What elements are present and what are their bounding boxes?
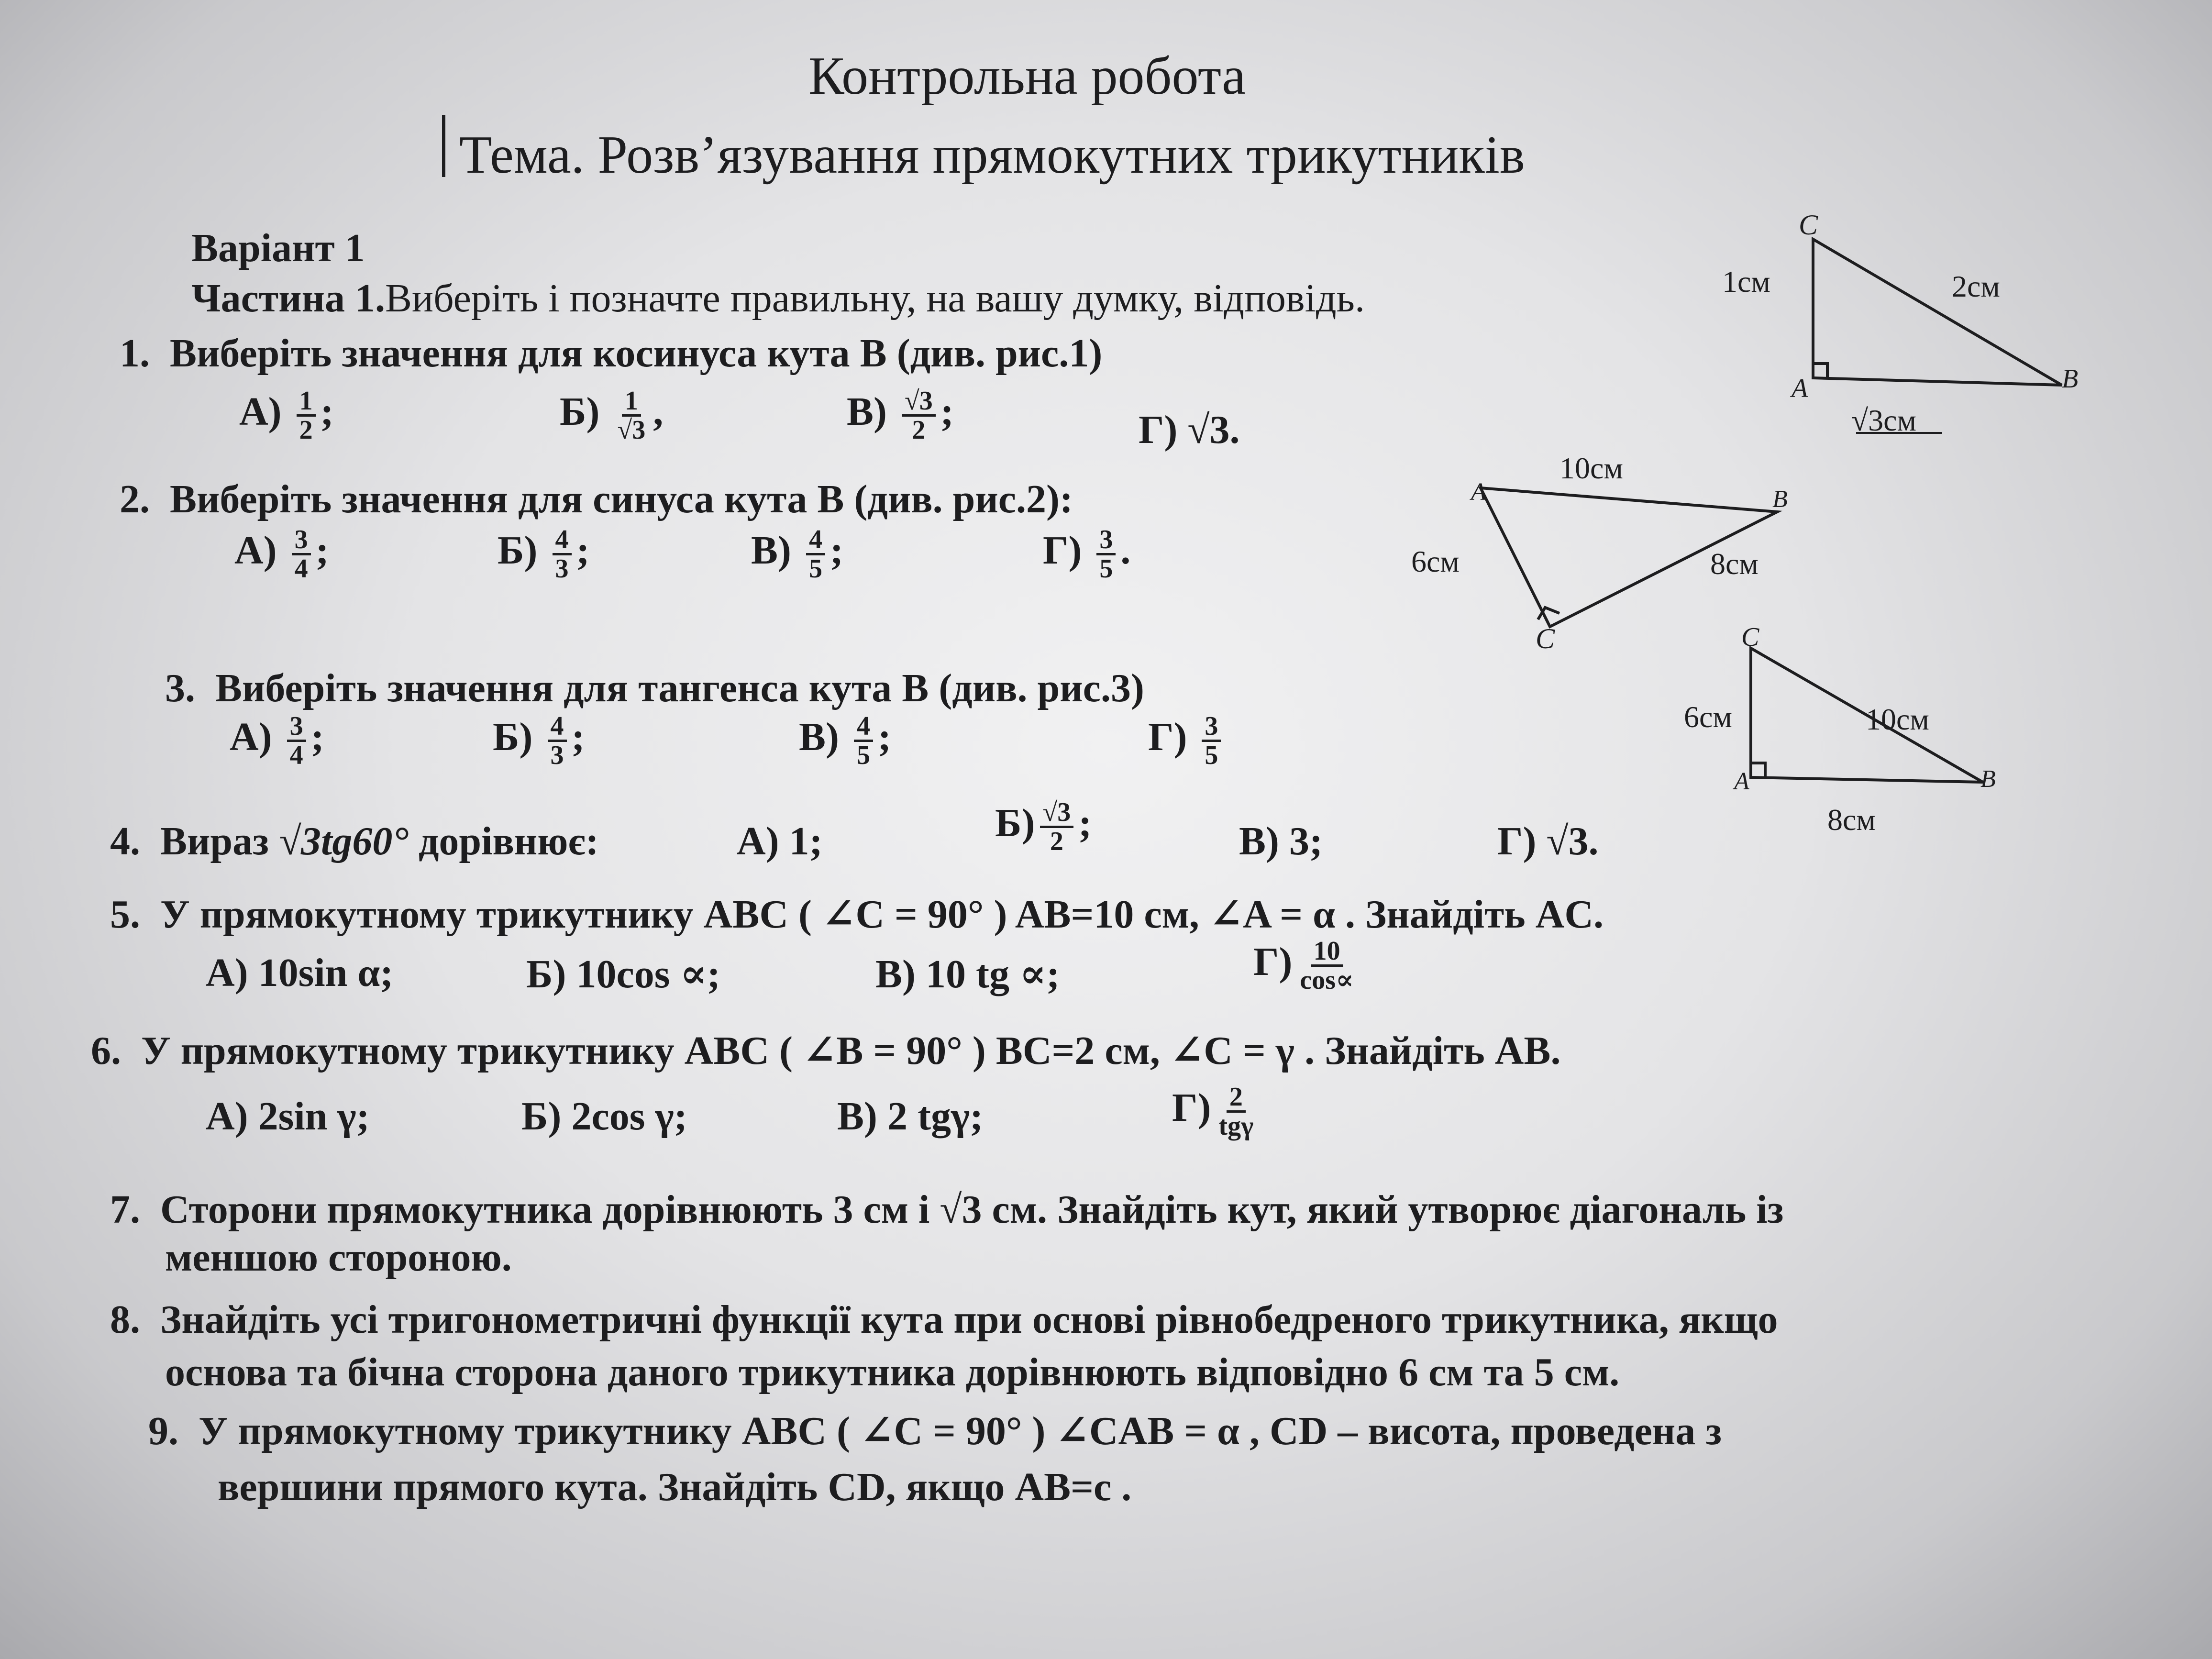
q2-option-b[interactable]: Б) $\frac{4}{3}$ ; [498,525,590,584]
q6-option-c[interactable]: В) 2 tgγ; [837,1094,984,1139]
part-label: Частина 1. [191,276,385,321]
q6-option-b[interactable]: Б) 2cos γ; [521,1094,687,1139]
fig3-vertex-a: A [1734,768,1749,795]
expression: √3tg60° [278,819,409,863]
q3-option-c[interactable]: В) $\frac{4}{5}$ ; [799,711,891,770]
question-text: Сторони прямокутника дорівнюють 3 см і √3 см. Знайдіть кут, який утворює діагональ із [160,1187,1784,1232]
question-number: 2. [120,477,150,521]
question-text: Виберіть значення для косинуса кута B (див. рис.1) [170,331,1103,376]
question-number: 3. [165,666,195,710]
fig1-side-ac: 1см [1722,265,1770,299]
fig1-side-ab: √3см [1851,403,1917,437]
fig3-side-ac: 6см [1684,700,1732,734]
page-title: Контрольна робота [808,46,1246,106]
q4-option-c[interactable]: В) 3; [1239,819,1323,863]
q5-option-d[interactable]: Г) $\frac{10}{\cos\propto}$ [1253,936,1354,995]
question-7-line2: меншою стороною. [165,1235,512,1280]
q4-option-d[interactable]: Г) √3. [1497,819,1599,863]
question-text: У прямокутному трикутнику ABC ( ∠B = 90° ) BC=2 см, ∠C = γ . Знайдіть AB. [141,1029,1561,1073]
fig1-vertex-c: C [1799,209,1818,241]
fig1-vertex-a: A [1792,374,1808,403]
q1-option-a[interactable]: А) $\frac{1}{2}$ ; [239,386,334,445]
q1-option-b[interactable]: Б) $\frac{1}{√3}$ , [560,386,664,445]
fig1-vertex-b: B [2062,364,2079,394]
q1-option-d[interactable]: Г) √3. [1139,408,1240,452]
q4-option-b[interactable]: Б) $\frac{√3}{2}$ ; [995,797,1092,856]
q3-option-d[interactable]: Г) $\frac{3}{5}$ [1148,713,1226,769]
question-text: Виберіть значення для синуса кута B (див. рис.2): [170,477,1073,521]
q5-option-c[interactable]: В) 10 tg ∝; [875,952,1060,996]
figure-1 [1813,239,2062,385]
q5-option-b[interactable]: Б) 10cos ∝; [526,952,720,996]
question-9-line2: вершини прямого кута. Знайдіть CD, якщо AB=c . [218,1465,1132,1509]
q6-option-a[interactable]: А) 2sin γ; [206,1094,370,1139]
fig2-side-cb: 8см [1710,547,1759,581]
fig3-vertex-b: B [1980,765,1996,793]
fig3-vertex-c: C [1741,622,1759,652]
question-text: У прямокутному трикутнику ABC ( ∠C = 90° ) AB=10 см, ∠A = α . Знайдіть AC. [160,892,1604,937]
variant-label: Варіант 1 [191,226,365,270]
question-8-line2: основа та бічна сторона даного трикутника дорівнюють відповідно 6 см та 5 см. [165,1350,1620,1394]
question-number: 5. [110,892,140,937]
question-number: 1. [120,331,150,376]
fig3-side-cb: 10см [1866,702,1929,736]
question-number: 9. [148,1409,178,1453]
fig2-vertex-b: B [1772,486,1788,513]
q6-option-d[interactable]: Г) $\frac{2}{\text{tgγ}}$ [1172,1082,1254,1141]
fig2-side-ac: 6см [1411,544,1460,578]
fig2-side-ab: 10см [1559,451,1623,485]
question-text: Знайдіть усі тригонометричні функції кута при основі рівнобедреного трикутника, якщо [160,1297,1778,1342]
fig3-side-ab: 8см [1827,803,1876,837]
q5-option-a[interactable]: А) 10sin α; [206,951,394,995]
question-4: 4. Вираз √3tg60° дорівнює: [110,819,599,863]
question-text: Виберіть значення для тангенса кута B (див. рис.3) [215,666,1144,710]
q3-option-a[interactable]: А) $\frac{3}{4}$ ; [230,711,324,770]
question-number: 6. [91,1029,121,1073]
q2-option-a[interactable]: А) $\frac{3}{4}$ ; [234,525,329,584]
q3-option-b[interactable]: Б) $\frac{4}{3}$ ; [493,711,585,770]
question-number: 7. [110,1187,140,1232]
q2-option-c[interactable]: В) $\frac{4}{5}$ ; [751,525,843,584]
question-number: 4. [110,819,140,863]
part-instruction: Виберіть і позначте правильну, на вашу думку, відповідь. [385,276,1365,321]
q2-option-d[interactable]: Г) $\frac{3}{5}$ . [1043,525,1131,584]
question-number: 8. [110,1297,140,1342]
page-subtitle: Тема. Розв’язування прямокутних трикутників [459,125,1525,185]
question-text: У прямокутному трикутнику ABC ( ∠C = 90° ) ∠CAB = α , CD – висота, проведена з [199,1409,1722,1453]
fig2-vertex-c: C [1536,623,1555,654]
q1-option-c[interactable]: В) $\frac{√3}{2}$ ; [847,386,954,445]
q4-option-a[interactable]: А) 1; [737,819,823,863]
fig2-vertex-a: A [1471,478,1486,506]
fig1-side-cb: 2см [1952,269,2000,303]
